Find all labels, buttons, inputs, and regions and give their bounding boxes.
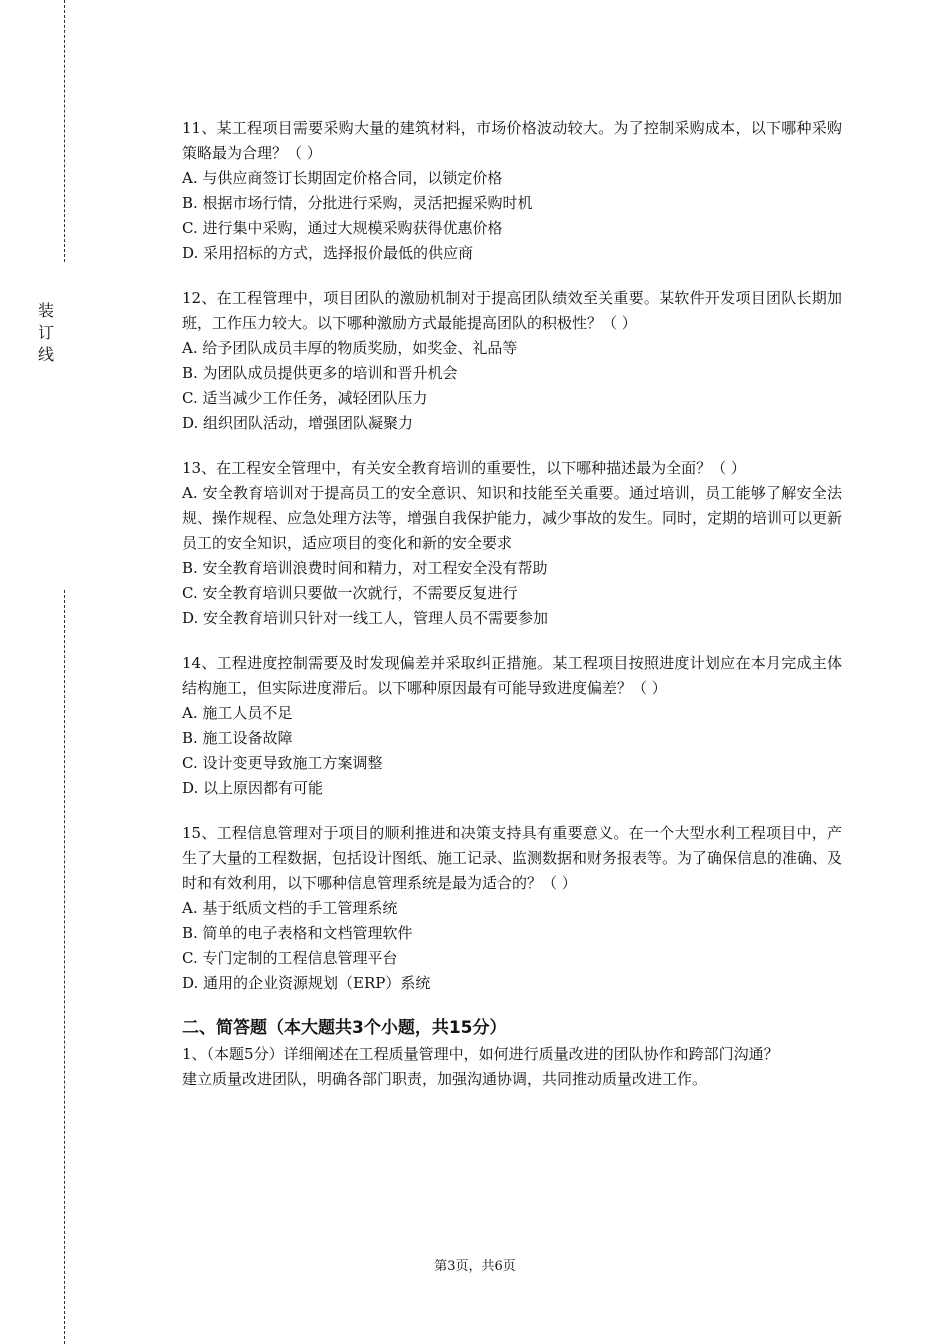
option-c: C. 安全教育培训只要做一次就行，不需要反复进行 xyxy=(182,584,518,602)
binding-line-top xyxy=(64,0,65,262)
short-answer-prompt: 1、（本题5分）详细阐述在工程质量管理中，如何进行质量改进的团队协作和跨部门沟通？ xyxy=(182,1045,779,1063)
question-stem: 12、在工程管理中，项目团队的激励机制对于提高团队绩效至关重要。某软件开发项目团队长期加班，工作压力较大。以下哪种激励方式最能提高团队的积极性？（ ） xyxy=(182,289,842,332)
option-d: D. 采用招标的方式，选择报价最低的供应商 xyxy=(182,244,474,262)
option-d: D. 以上原因都有可能 xyxy=(182,779,324,797)
question-13 xyxy=(182,456,842,631)
option-a: A. 施工人员不足 xyxy=(182,704,293,722)
binding-line-bottom xyxy=(64,590,65,1344)
option-b: B. 施工设备故障 xyxy=(182,729,293,747)
option-a: A. 与供应商签订长期固定价格合同，以锁定价格 xyxy=(182,169,503,187)
question-stem: 11、某工程项目需要采购大量的建筑材料，市场价格波动较大。为了控制采购成本，以下哪种采购策略最为合理？（ ） xyxy=(182,119,842,162)
option-d: D. 安全教育培训只针对一线工人，管理人员不需要参加 xyxy=(182,609,549,627)
option-c: C. 适当减少工作任务，减轻团队压力 xyxy=(182,389,428,407)
option-d: D. 组织团队活动，增强团队凝聚力 xyxy=(182,414,414,432)
option-c: C. 进行集中采购，通过大规模采购获得优惠价格 xyxy=(182,219,503,237)
option-b: B. 根据市场行情，分批进行采购，灵活把握采购时机 xyxy=(182,194,533,212)
option-a: A. 给予团队成员丰厚的物质奖励，如奖金、礼品等 xyxy=(182,339,518,357)
option-c: C. 专门定制的工程信息管理平台 xyxy=(182,949,398,967)
option-a: A. 基于纸质文档的手工管理系统 xyxy=(182,899,398,917)
option-b: B. 为团队成员提供更多的培训和晋升机会 xyxy=(182,364,458,382)
option-c: C. 设计变更导致施工方案调整 xyxy=(182,754,383,772)
question-11 xyxy=(182,116,842,266)
option-b: B. 安全教育培训浪费时间和精力，对工程安全没有帮助 xyxy=(182,559,548,577)
option-b: B. 简单的电子表格和文档管理软件 xyxy=(182,924,413,942)
question-stem: 15、工程信息管理对于项目的顺利推进和决策支持具有重要意义。在一个大型水利工程项目中，产生了大量的工程数据，包括设计图纸、施工记录、监测数据和财务报表等。为了确保信息的准确、及时和有效利用，以下哪种信息管理系统是最为适合的？（ ） xyxy=(182,824,843,892)
question-15 xyxy=(182,821,842,996)
binding-char: 装 xyxy=(37,301,54,320)
page-number: 第3页，共6页 xyxy=(434,1259,516,1274)
option-d: D. 通用的企业资源规划（ERP）系统 xyxy=(182,974,431,992)
section-title: 二、简答题（本大题共3个小题，共15分） xyxy=(182,1018,507,1038)
question-stem: 14、工程进度控制需要及时发现偏差并采取纠正措施。某工程项目按照进度计划应在本月完成主体结构施工，但实际进度滞后。以下哪种原因最有可能导致进度偏差？（ ） xyxy=(182,654,842,697)
binding-char: 订 xyxy=(37,323,54,342)
short-answer-text: 建立质量改进团队，明确各部门职责，加强沟通协调，共同推动质量改进工作。 xyxy=(182,1070,708,1088)
binding-char: 线 xyxy=(37,345,54,364)
binding-label xyxy=(36,300,56,366)
question-stem: 13、在工程安全管理中，有关安全教育培训的重要性，以下哪种描述最为全面？（ ） xyxy=(182,459,746,477)
page-content xyxy=(182,116,842,1092)
option-a: A. 安全教育培训对于提高员工的安全意识、知识和技能至关重要。通过培训，员工能够了解安全法规、操作规程、应急处理方法等，增强自我保护能力，减少事故的发生。同时，定期的培训可以更新员工的安全知识，适应项目的变化和新的安全要求 xyxy=(182,484,843,552)
question-12 xyxy=(182,286,842,436)
question-14 xyxy=(182,651,842,801)
